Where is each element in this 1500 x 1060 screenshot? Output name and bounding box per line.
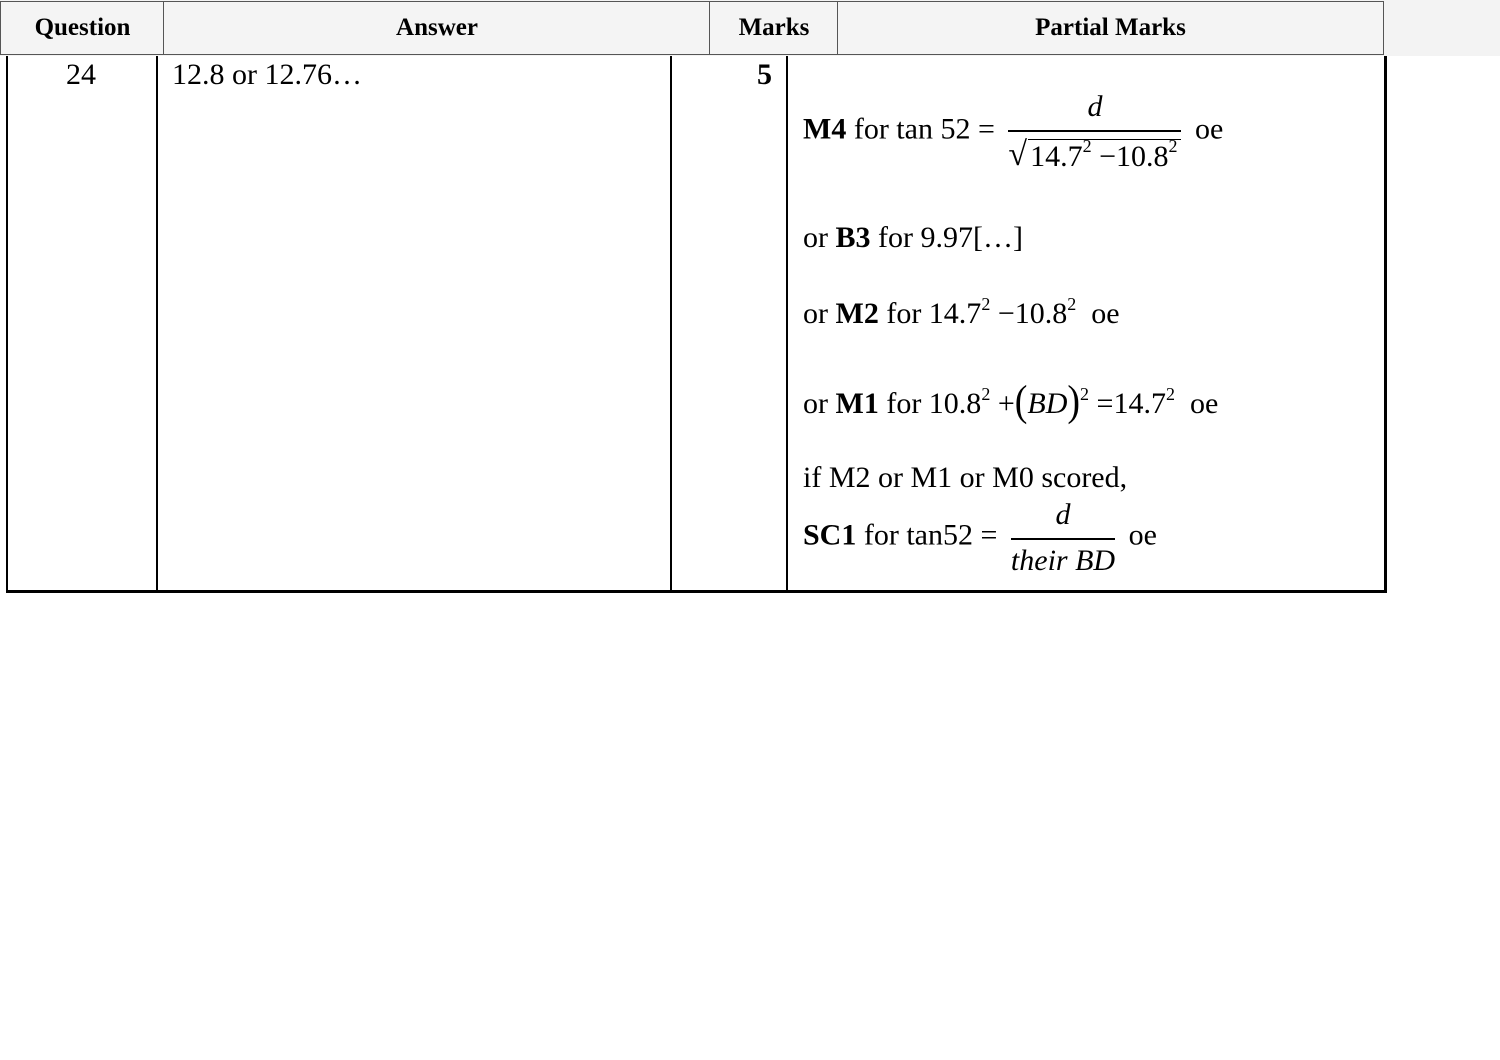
column-divider [156, 56, 158, 591]
fraction-numerator: d [1055, 498, 1071, 531]
cell-marks: 5 [757, 58, 772, 91]
mark-text: for tan 52 = [853, 112, 995, 146]
partial-b3: or B3 for 9.97[…] [803, 221, 1023, 254]
oe-label: oe [1194, 112, 1224, 146]
radicand: $14.7^2 -10.8^2$ [1028, 139, 1181, 172]
partial-m1: or M1 for $10.8^2 +(BD)^2 =14.7^2$ oe [803, 376, 1219, 426]
square-root [1008, 135, 1181, 173]
header-partial-marks: Partial Marks [837, 1, 1384, 55]
fraction-numerator: d [1087, 90, 1103, 123]
partial-m4 [803, 92, 1223, 172]
mark-code: M1 [835, 387, 879, 420]
mark-code: M2 [835, 297, 879, 330]
fraction [1008, 92, 1181, 172]
header-marks: Marks [709, 1, 839, 55]
partial-m2: or M2 for $14.7^2 -10.8^2$ oe [803, 293, 1120, 330]
cell-answer: 12.8 or 12.76… [172, 58, 362, 91]
fraction-denominator: their BD [1010, 543, 1116, 577]
table-header [0, 0, 1500, 56]
column-divider [786, 56, 788, 591]
header-question: Question [0, 1, 165, 55]
radical-sign: √ [1008, 135, 1028, 173]
mark-code: SC1 [803, 518, 857, 552]
cell-question: 24 [66, 58, 96, 91]
column-divider [670, 56, 672, 591]
fraction [1011, 500, 1115, 576]
fraction-denominator [1008, 132, 1181, 172]
mark-code: B3 [835, 221, 871, 254]
mark-code: M4 [803, 112, 847, 146]
partial-sc1: SC1 for tan52 = $\frac{d}{\text{their BD}}$ oe [803, 498, 1157, 577]
partial-condition: if M2 or M1 or M0 scored, [803, 461, 1128, 494]
header-answer: Answer [163, 1, 711, 55]
